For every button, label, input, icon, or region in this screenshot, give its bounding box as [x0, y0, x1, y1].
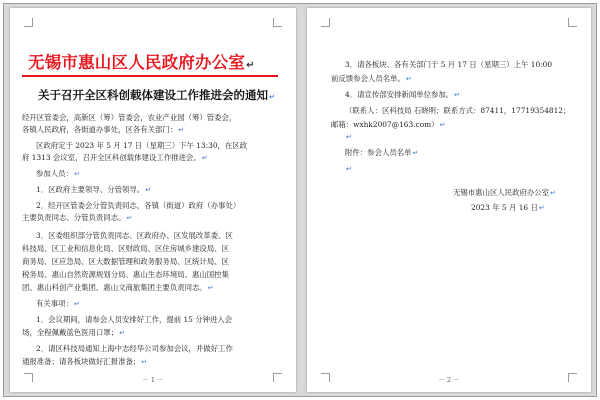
note-2a: 2．请区科技局通知上海中志经华公司参加会议，并做好工作 — [36, 344, 233, 353]
crop-mark — [568, 18, 577, 27]
attendee-item-1: 1．区政府主要领导、分管领导。↵ — [36, 185, 152, 194]
page-number: － 1 － — [142, 376, 164, 384]
contact-line: （联系人：区科技局 石晓明；联系方式：87411，17719354812； — [345, 106, 571, 115]
signature-date: 2023 年 5 月 16 日↵ — [471, 203, 545, 212]
item-3-line-b: 前反馈参会人员名单。↵ — [331, 74, 412, 83]
attendee-item-3c: 商务局、区应急局、区大数据管理和政务服务局、区统计局、区 — [22, 257, 229, 266]
empty-paragraph: ↵ — [346, 165, 352, 173]
attendee-item-2a: 2．经开区管委会分管负责同志，各镇（街道）政府（办事处） — [36, 201, 241, 210]
empty-paragraph: ↵ — [346, 133, 352, 141]
item-4: 4．请宣传部安排新闻单位参加。↵ — [345, 90, 461, 99]
signature-organization: 无锡市惠山区人民政府办公室↵ — [453, 188, 556, 197]
page-number: － 2 － — [438, 376, 460, 384]
document-title: 关于召开全区科创载体建设工作推进会的通知↵ — [38, 88, 275, 102]
attendee-item-2b: 主要负责同志、分管负责同志。↵ — [22, 213, 133, 222]
note-1b: 场，全程佩戴蓝色医用口罩；↵ — [22, 328, 125, 337]
notes-heading: 有关事项：↵ — [36, 299, 80, 308]
page-2 — [307, 8, 591, 392]
letterhead-title: 无锡市惠山区人民政府办公室↵ — [28, 53, 255, 72]
crop-mark — [24, 18, 33, 27]
document-viewer — [3, 3, 597, 397]
body-line-1: 区政府定于 2023 年 5 月 17 日（星期三）下午 13:30，在区政 — [36, 141, 248, 150]
attendee-item-3d: 税务局、惠山自然资源规划分局、惠山生态环境局、惠山国控集 — [22, 270, 229, 279]
item-3-line-a: 3．请各板块、各有关部门于 5 月 17 日（星期三）上午 10:00 — [345, 60, 553, 69]
email-line: 邮箱：wxhk2007@163.com）↵ — [331, 120, 446, 129]
page-1 — [10, 8, 296, 392]
attendees-heading: 参加人员：↵ — [36, 169, 80, 178]
attendee-item-3b: 科技局、区工业和信息化局、区财政局、区住房城乡建设局、区 — [22, 244, 229, 253]
crop-mark — [321, 18, 330, 27]
note-2b: 通报准备；请各板块做好汇报准备；↵ — [22, 357, 148, 366]
attachment-line: 附件：参会人员名单↵ — [345, 148, 419, 157]
addressee-line-2: 各镇人民政府，各街道办事处，区各有关部门：↵ — [22, 125, 185, 134]
body-line-2: 府 1313 会议室，召开全区科创载体建设工作推进会。↵ — [22, 153, 208, 162]
crop-mark — [273, 18, 282, 27]
attendee-item-3a: 3．区委组织部分管负责同志、区政府办、区发展改革委、区 — [36, 231, 233, 240]
addressee-line-1: 经开区管委会，高新区（筹）管委会，农业产业园（筹）管委会， — [22, 113, 237, 122]
attendee-item-3e: 团、惠山科创产业集团、惠山文商旅集团主要负责同志。↵ — [22, 283, 214, 292]
note-1a: 1．会议期间，请参会人员安排好工作，提前 15 分钟进入会 — [36, 315, 233, 324]
letterhead-red-rule — [22, 75, 278, 77]
